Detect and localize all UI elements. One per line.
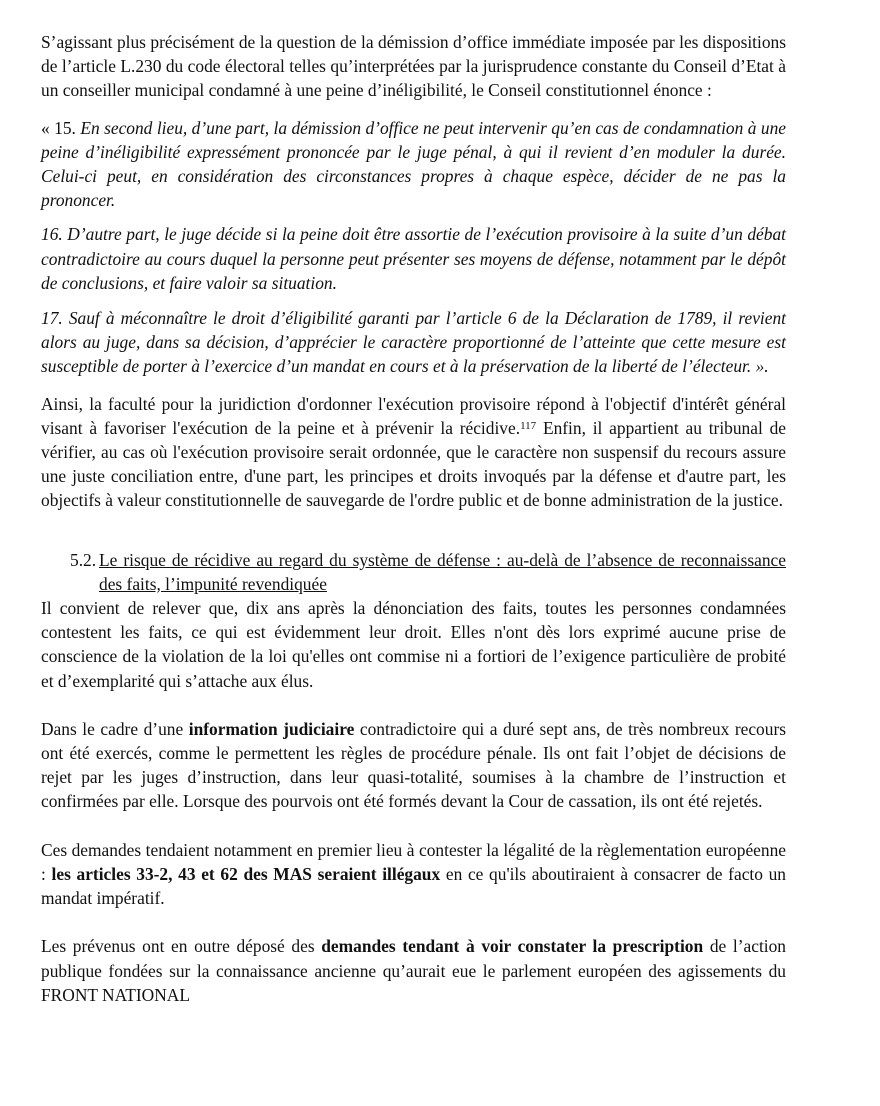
- quote-paragraph-15: [41, 116, 786, 213]
- demandes-bold-text: les articles 33-2, 43 et 62 des MAS seraient illégaux: [51, 863, 441, 884]
- quote-close-marker: ».: [751, 356, 769, 377]
- prevenus-text-before: Les prévenus ont en outre déposé des: [41, 936, 322, 957]
- convient-paragraph: Il convient de relever que, dix ans après la dénonciation des faits, toutes les personnes condamnées contestent les faits, ce qui est évidemment leur droit. Elles n'ont dès lors exprimé aucune prise de conscience de la violation de la loi qu'elles ont commise ni a fortiori de l’exigence particulière de probité et d’exemplarité qui s’attache aux élus.: [41, 598, 786, 691]
- demandes-paragraph: [41, 838, 786, 911]
- quote-paragraph-16: 16. D’autre part, le juge décide si la peine doit être assortie de l’exécution provisoire à la suite d’un débat contradictoire au cours duquel la personne peut présenter ses moyens de défense, notamment par le dépôt de conclusions, et faire valoir sa situation.: [41, 224, 786, 293]
- cadre-bold-text: information judiciaire: [188, 718, 355, 739]
- prevenus-text-after: de l’action publique fondées sur la connaissance ancienne qu’aurait eue le parlement européen des agissements du FRONT NATIONAL: [41, 936, 786, 1005]
- cadre-text-before: Dans le cadre d’une: [41, 718, 189, 739]
- section-heading: [41, 548, 786, 596]
- prevenus-paragraph: [41, 934, 786, 1007]
- footnote-reference[interactable]: 117: [520, 419, 537, 432]
- cadre-paragraph: [41, 717, 786, 814]
- intro-paragraph: S’agissant plus précisément de la question de la démission d’office immédiate imposée par les dispositions de l’article L.230 du code électoral telles qu’interprétées par la jurisprudence constante du Conseil d’Etat à un conseiller municipal condamné à une peine d’inéligibilité, le Conseil constitutionnel énonce :: [41, 32, 786, 101]
- section-title: Le risque de récidive au regard du système de défense : au-delà de l’absence de reconnaissance des faits, l’impunité revendiquée: [99, 549, 786, 594]
- ainsi-text-after: Enfin, il appartient au tribunal de vérifier, au cas où l'exécution provisoire serait ordonnée, que le caractère non suspensif du recours assure une juste conciliation entre, d'une part, les principes et droits invoqués par la défense et d'autre part, les objectifs à valeur constitutionnelle de sauvegarde de l'ordre public et de bonne administration de la justice.: [41, 417, 786, 511]
- document-page: [41, 30, 786, 1007]
- ainsi-paragraph: [41, 392, 786, 513]
- quote-open-marker: « 15.: [41, 117, 81, 138]
- demandes-text-before: Ces demandes tendaient notamment en premier lieu à contester la légalité de la règlementation européenne :: [41, 839, 786, 884]
- ainsi-text-before: Ainsi, la faculté pour la juridiction d'ordonner l'exécution provisoire répond à l'objectif d'intérêt général visant à favoriser l'exécution de la peine et à prévenir la récidive.: [41, 393, 786, 438]
- cadre-text-after: contradictoire qui a duré sept ans, de très nombreux recours ont été exercés, comme le permettent les règles de procédure pénale. Ils ont fait l’objet de décisions de rejet par les juges d’instruction, dans leur quasi-totalité, soumises à la chambre de l’instruction et confirmées par elle. Lorsque des pourvois ont été formés devant la Cour de cassation, ils ont été rejetés.: [41, 718, 786, 812]
- demandes-text-after: en ce qu'ils aboutiraient à consacrer de facto un mandat impératif.: [41, 863, 787, 909]
- quote-15-text: En second lieu, d’une part, la démission d’office ne peut intervenir qu’en cas de condamnation à une peine d’inéligibilité expressément prononcée par le juge pénal, à qui il revient d’en moduler la durée. Celui-ci peut, en considération des circonstances propres à chaque espèce, décider de ne pas la prononcer.: [41, 117, 786, 211]
- section-number: 5.2.: [70, 549, 97, 570]
- quote-17-text: 17. Sauf à méconnaître le droit d’éligibilité garanti par l’article 6 de la Déclaration de 1789, il revient alors au juge, dans sa décision, d’apprécier le caractère proportionné de l’atteinte que cette mesure est susceptible de porter à l’exercice d’un mandat en cours et à la préservation de la liberté de l’électeur.: [41, 308, 786, 377]
- prevenus-bold-text: demandes tendant à voir constater la prescription: [321, 936, 704, 957]
- quote-paragraph-17: [41, 306, 786, 379]
